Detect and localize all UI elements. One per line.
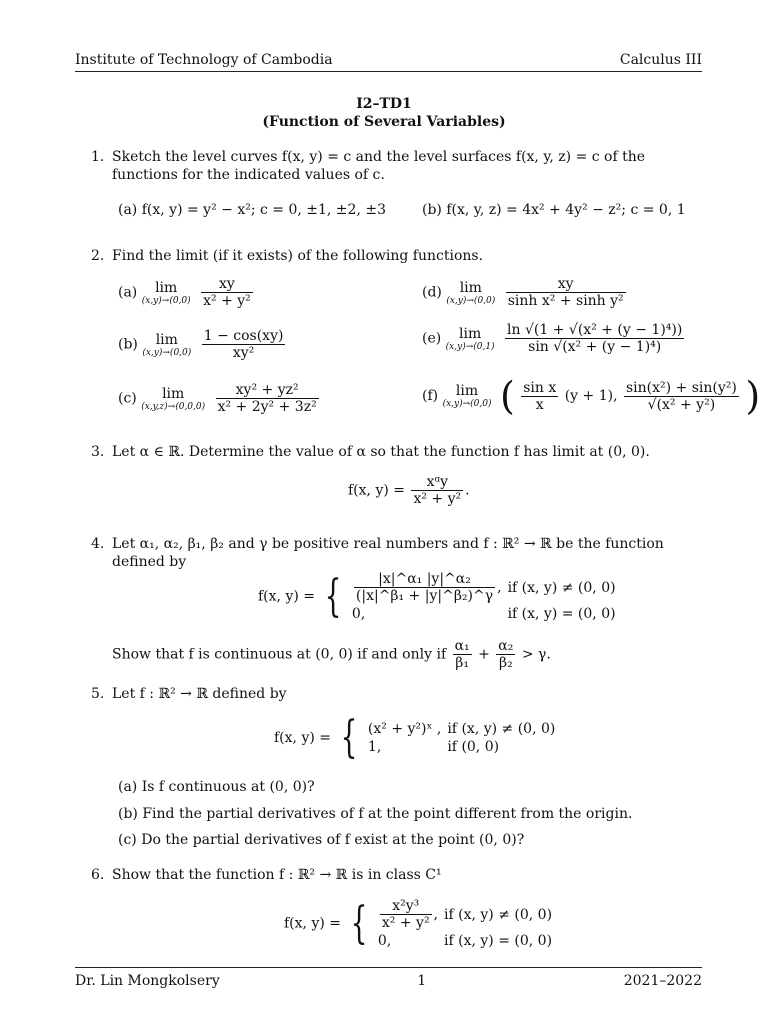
q6-function bbox=[284, 897, 558, 950]
q4-statement: Show that f is continuous at (0, 0) if and only if $\frac{\text{α₁}}{\text{β₁}}$ + $\frac{\text{α₂}}{\text{β₂}}$ > γ. bbox=[112, 638, 551, 671]
right-paren: ) bbox=[745, 374, 761, 418]
q5-part-c: (c) Do the partial derivatives of f exist at the point (0, 0)? bbox=[118, 832, 525, 848]
brace: { bbox=[325, 570, 342, 622]
question-number: 1. bbox=[91, 149, 105, 165]
question-number: 4. bbox=[91, 536, 105, 552]
piecewise-cases: $\frac{\text{x²y³}}{\text{x² + y²}}$ , if (x, y) ≠ (0, 0) 0, if (x, y) = (0, 0) bbox=[377, 898, 553, 949]
brace: { bbox=[351, 897, 368, 949]
question-text: Sketch the level curves f(x, y) = c and the level surfaces f(x, y, z) = c of the functions for the indicated values of c. bbox=[112, 149, 646, 183]
fraction: $\frac{\text{xᵅy}}{\text{x² + y²}}$ bbox=[413, 474, 462, 507]
function-lhs: f(x, y) = bbox=[348, 482, 405, 499]
limit-operator: lim (x,y)→(0,0) bbox=[446, 279, 496, 306]
limit-operator: lim (x,y)→(0,0) bbox=[141, 279, 191, 306]
part-label: (b) bbox=[118, 336, 138, 353]
q2-part-f bbox=[422, 374, 760, 418]
function-lhs: f(x, y) = bbox=[258, 588, 315, 605]
function-lhs: f(x, y) = bbox=[284, 915, 341, 932]
part-label: (d) bbox=[422, 284, 442, 301]
q1-part-b: (b) f(x, y, z) = 4x² + 4y² − z²; c = 0, 1 bbox=[422, 202, 686, 218]
fraction: $\frac{xy}{\text{sinh x² + sinh y²}}$ bbox=[507, 276, 624, 309]
q2-part-e bbox=[422, 322, 686, 355]
limit-operator: lim (x,y)→(0,1) bbox=[445, 325, 495, 352]
left-paren: ( bbox=[499, 374, 515, 418]
piecewise-cases: $\frac{\text{|x|\textasciicircum{}α₁ |y|\textasciicircum{}α₂}}{\text{(|x|\textasciicircum{}β₁ + |y|\textasciicircum{}β₂)\textasciicircum{}γ}}$ , if (x, y) ≠ (0, 0) 0, if (x, y) = (0, 0) bbox=[351, 571, 616, 622]
question-number: 2. bbox=[91, 248, 105, 264]
limit-operator: lim (x,y)→(0,0) bbox=[142, 331, 192, 358]
fraction: $\frac{xy}{\text{x² + y²}}$ bbox=[203, 276, 251, 309]
header-institution: Institute of Technology of Cambodia bbox=[75, 52, 333, 68]
q3-function: f(x, y) = $\frac{\text{xᵅy}}{\text{x² + y²}}$ . bbox=[348, 474, 470, 507]
factor: (y + 1), bbox=[564, 388, 618, 404]
page-header bbox=[75, 52, 702, 68]
q2-part-c bbox=[118, 382, 321, 415]
piecewise-cases: (x² + y²)ˣ , if (x, y) ≠ (0, 0) 1, if (0, 0) bbox=[367, 721, 556, 755]
sheet-title bbox=[0, 95, 768, 131]
part-label: (c) bbox=[118, 390, 137, 407]
q2-part-b bbox=[118, 328, 287, 361]
part-label: (a) bbox=[118, 284, 138, 301]
q5-part-b: (b) Find the partial derivatives of f at the point different from the origin. bbox=[118, 806, 633, 822]
page-number: 1 bbox=[417, 973, 427, 989]
limit-operator: lim (x,y,z)→(0,0,0) bbox=[141, 385, 206, 412]
question-text: Find the limit (if it exists) of the following functions. bbox=[112, 248, 484, 264]
part-label: (e) bbox=[422, 330, 442, 347]
fraction: $\frac{1 - \cos(xy)}{\text{xy²}}$ bbox=[203, 328, 284, 361]
question-number: 6. bbox=[91, 867, 105, 883]
limit-operator: lim (x,y)→(0,0) bbox=[442, 383, 492, 409]
question-text: Let α ∈ ℝ. Determine the value of α so that the function f has limit at (0, 0). bbox=[112, 444, 650, 460]
fraction: $\frac{\text{sin(x²) + sin(y²)}}{\text{√(x² + y²)}}$ bbox=[625, 379, 737, 413]
fraction: $\frac{\text{ln √(1 + √(x² + (y − 1)⁴))}}{\text{sin √(x² + (y − 1)⁴)}}$ bbox=[507, 322, 683, 355]
header-course: Calculus III bbox=[619, 52, 702, 68]
function-lhs: f(x, y) = bbox=[274, 730, 331, 746]
question-text: Show that the function f : ℝ² → ℝ is in class C¹ bbox=[112, 867, 442, 883]
q2-part-a bbox=[118, 276, 255, 309]
fraction: $\frac{\text{sin x}}{x}$ bbox=[523, 379, 557, 413]
fraction: $\frac{\text{α₂}}{\text{β₂}}$ bbox=[498, 638, 514, 671]
brace: { bbox=[341, 712, 358, 763]
page-footer bbox=[75, 973, 702, 989]
part-label: (f) bbox=[422, 388, 439, 404]
q4-function bbox=[258, 570, 622, 623]
title-code: I2–TD1 bbox=[356, 96, 412, 112]
question-number: 5. bbox=[91, 686, 105, 702]
footer-rule bbox=[75, 967, 702, 968]
fraction: $\frac{\text{xy² + yz²}}{\text{x² + 2y² + 3z²}}$ bbox=[217, 382, 317, 415]
statement-text: Show that f is continuous at (0, 0) if and only if bbox=[112, 646, 447, 663]
q1-part-a: (a) f(x, y) = y² − x²; c = 0, ±1, ±2, ±3 bbox=[118, 202, 386, 218]
footer-author: Dr. Lin Mongkolsery bbox=[75, 973, 220, 989]
footer-year: 2021–2022 bbox=[623, 973, 702, 989]
q5-part-a: (a) Is f continuous at (0, 0)? bbox=[118, 779, 315, 795]
q5-function bbox=[274, 712, 561, 763]
question-text: Let α₁, α₂, β₁, β₂ and γ be positive real numbers and f : ℝ² → ℝ be the function defined by bbox=[112, 536, 664, 570]
question-number: 3. bbox=[91, 444, 105, 460]
fraction: $\frac{\text{α₁}}{\text{β₁}}$ bbox=[454, 638, 470, 671]
title-topic: (Function of Several Variables) bbox=[262, 114, 506, 130]
q2-part-d bbox=[422, 276, 628, 309]
question-text: Let f : ℝ² → ℝ defined by bbox=[112, 686, 287, 702]
header-rule bbox=[75, 71, 702, 72]
